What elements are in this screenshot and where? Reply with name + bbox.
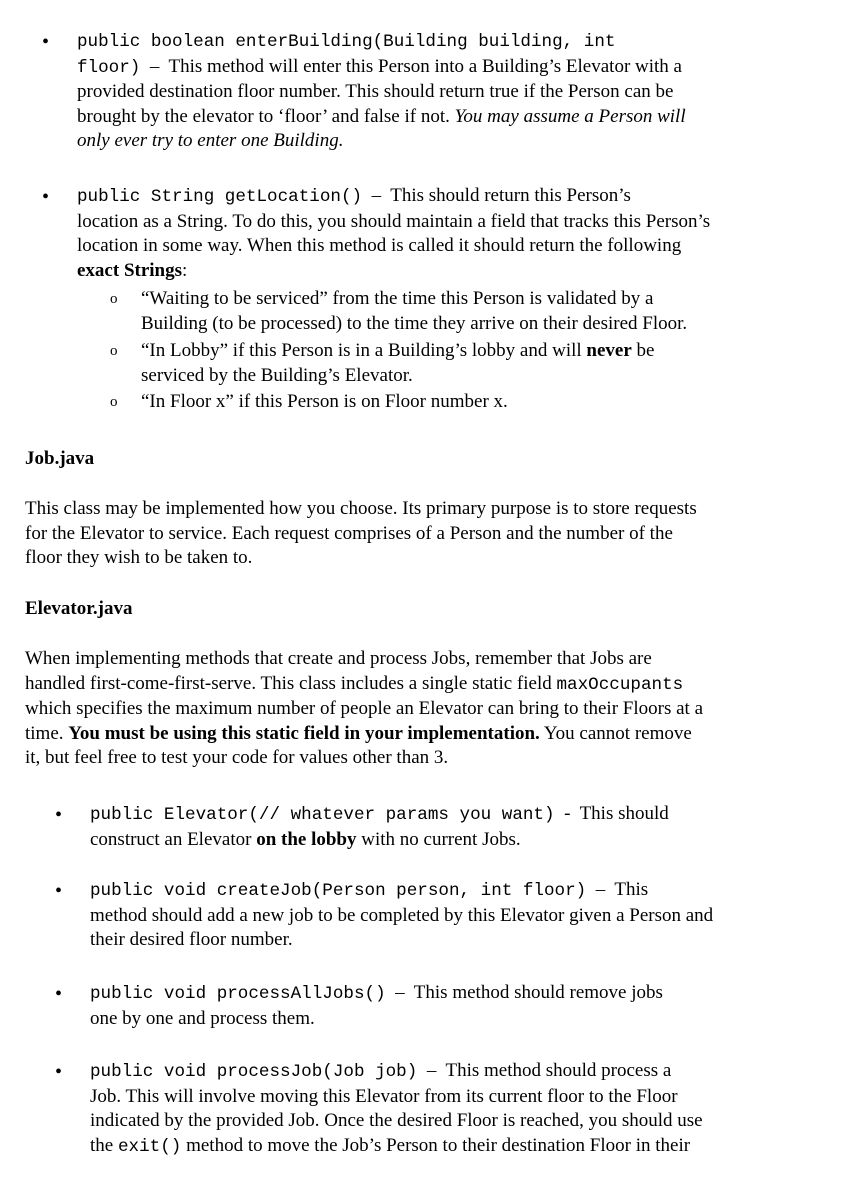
method-signature: public boolean enterBuilding(Building building, int	[77, 32, 616, 52]
process-job-item: public void processJob(Job job) – This method should process a Job. This will involve moving this Elevator from its current floor to the Floor indicated by the provided Job. Once the desired Floor is reached, you should use the exit() method to move the Job’s Person to their destination Floor in their	[90, 1060, 703, 1157]
method-signature: public void createJob(Person person, int floor)	[90, 881, 587, 901]
method-signature: public void processJob(Job job)	[90, 1062, 418, 1082]
bullet-dot: •	[55, 804, 63, 826]
location-string-item: “In Lobby” if this Person is in a Building’s lobby and will never be serviced by the Building’s Elevator.	[141, 340, 655, 386]
method-signature: public String getLocation()	[77, 187, 363, 207]
section-heading-elevator: Elevator.java	[25, 598, 133, 619]
bullet-dot: •	[42, 186, 50, 208]
method-description: provided destination floor number. This should return true if the Person can be	[77, 81, 674, 102]
create-job-item: public void createJob(Person person, int floor) – This method should add a new job to be completed by this Elevator given a Person and their desired floor number.	[90, 879, 714, 950]
process-all-jobs-item: public void processAllJobs() – This method should remove jobs one by one and process them.	[90, 982, 663, 1029]
job-description: This class may be implemented how you choose. Its primary purpose is to store requests for the Elevator to service. Each request comprises of a Person and the number of the floor they wish to be taken to.	[25, 498, 697, 568]
bullet-dot: •	[55, 880, 63, 902]
method-signature: public Elevator(// whatever params you want)	[90, 805, 555, 825]
elevator-description: When implementing methods that create and process Jobs, remember that Jobs are handled first-come-first-serve. This class includes a single static field maxOccupants which specifies the maximum number of people an Elevator can bring to their Floors at a time. You must be using this static field in your implementation. You cannot remove it, but feel free to test your code for values other than 3.	[25, 648, 703, 768]
method-description: This method will enter this Person into a Building’s Elevator with a	[168, 55, 682, 77]
get-location-item: public String getLocation() – This should return this Person’s location as a String. To do this, you should maintain a field that tracks this Person’s location in some way. When this method is called it should return the following exact Strings:	[77, 185, 711, 281]
exit-method-code: exit()	[117, 1136, 182, 1157]
elevator-constructor-item: public Elevator(// whatever params you want) - This should construct an Elevator on the lobby with no current Jobs.	[90, 803, 669, 850]
bullet-dot: •	[55, 1061, 63, 1083]
location-string-item: “Waiting to be serviced” from the time this Person is validated by a Building (to be processed) to the time they arrive on their desired Floor.	[141, 288, 688, 334]
section-heading-job: Job.java	[25, 448, 95, 469]
static-field-name: maxOccupants	[556, 674, 684, 695]
sub-bullet-circle: o	[110, 291, 118, 307]
enter-building-item: public boolean enterBuilding(Building building, int floor) – This method will enter this Person into a Building’s Elevator with a provided destination floor number. This should return true if the Person can be brought by the elevator to ‘floor’ and false if not. You may assume a Person will only ever try to enter one Building.	[77, 29, 837, 154]
method-signature: floor)	[77, 57, 141, 78]
location-string-item: “In Floor x” if this Person is on Floor number x.	[141, 391, 508, 412]
sub-bullet-circle: o	[110, 343, 118, 359]
method-signature: public void processAllJobs()	[90, 984, 386, 1004]
bullet-dot: •	[55, 983, 63, 1005]
sub-bullet-circle: o	[110, 394, 118, 410]
bullet-dot: •	[42, 31, 50, 53]
